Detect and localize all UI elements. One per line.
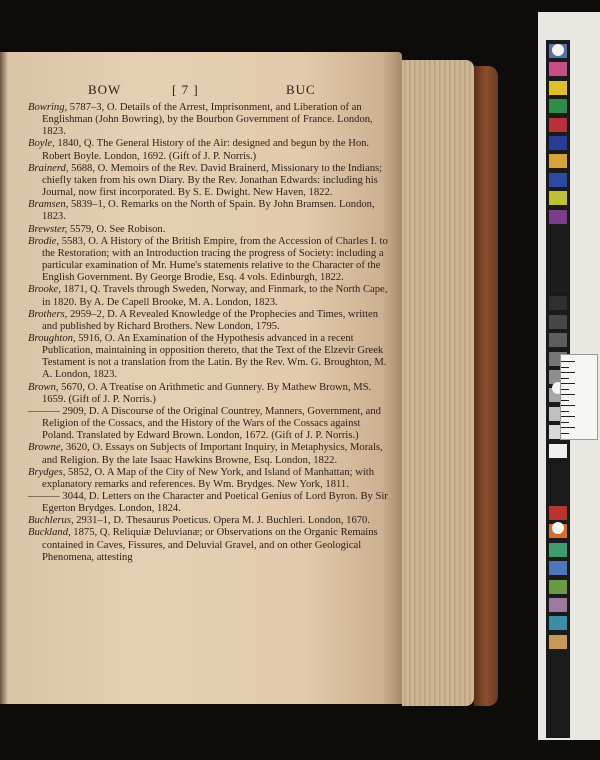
page-number: [ 7 ] xyxy=(172,82,199,97)
entry-text: 5852, O. A Map of the City of New York, and Island of Manhattan; with explanatory remarks and references. By Wm. Brydges. New York, 1811. xyxy=(42,466,375,490)
entry-name: Buckland, xyxy=(28,527,71,539)
catalog-entry xyxy=(28,284,388,308)
catalog-entry xyxy=(28,382,388,406)
catalog-entry xyxy=(28,102,388,138)
ruler-tick xyxy=(561,394,575,395)
color-swatch xyxy=(549,210,567,224)
entry-name: Brown, xyxy=(28,381,59,393)
catalog-entry xyxy=(28,236,388,285)
ruler-tick xyxy=(561,422,569,423)
color-swatch xyxy=(549,315,567,329)
color-swatch xyxy=(549,173,567,187)
entry-text: 1840, Q. The General History of the Air: designed and begun by the Hon. Robert Boyle. London, 1692. (Gift of J. P. Norris.) xyxy=(42,138,370,162)
ruler-tick xyxy=(561,389,569,390)
ruler-tick xyxy=(561,378,569,379)
ruler-tick xyxy=(561,433,569,434)
catalog-entry xyxy=(28,163,388,199)
color-swatch xyxy=(549,99,567,113)
entry-name: Bramsen, xyxy=(28,199,69,211)
gutter-shadow xyxy=(0,52,8,704)
catalog-entry xyxy=(28,515,388,527)
ruler-tick xyxy=(561,367,569,368)
color-swatch xyxy=(549,616,567,630)
color-swatch xyxy=(549,543,567,557)
color-swatch xyxy=(549,154,567,168)
entry-name: Browne, xyxy=(28,442,64,454)
entry-text: 2931–1, D. Thesaurus Poeticus. Opera M. J. Buchleri. London, 1670. xyxy=(73,515,371,527)
color-calibration-card xyxy=(538,12,600,740)
ruler-tick xyxy=(561,405,575,406)
color-swatch xyxy=(549,118,567,132)
entry-name: Brewster, xyxy=(28,223,68,235)
entry-name: Broughton, xyxy=(28,332,76,344)
ruler-tick xyxy=(561,361,575,362)
entry-name: Brooke, xyxy=(28,284,61,296)
ruler-tick xyxy=(561,427,575,428)
scale-ruler xyxy=(560,354,598,440)
ruler-tick xyxy=(561,416,575,417)
catalog-entry xyxy=(28,333,388,382)
entry-name: Brothers, xyxy=(28,308,68,320)
entry-text: 5579, O. See Robison. xyxy=(67,223,166,235)
color-swatch xyxy=(549,333,567,347)
entry-text: 3620, O. Essays on Subjects of Important Inquiry, in Metaphysics, Morals, and Religion. By the late Isaac Hawkins Browne, Esq. London, 1822. xyxy=(42,442,383,466)
book-cover xyxy=(474,66,498,706)
catalog-entry xyxy=(28,442,388,466)
book-page xyxy=(0,52,402,704)
color-swatch xyxy=(549,635,567,649)
entry-text: 5787–3, O. Details of the Arrest, Imprisonment, and Liberation of an Englishman (John Bowring), by the Bourbon Government of France. London, 1823. xyxy=(42,102,373,138)
entry-name: Brodie, xyxy=(28,235,60,247)
running-head-left: BOW xyxy=(88,82,122,97)
color-swatch xyxy=(549,598,567,612)
entry-text: 1871, Q. Travels through Sweden, Norway, and Finmark, to the North Cape, in 1820. By A. De Capell Brooke, M. A. London, 1823. xyxy=(42,284,388,308)
color-swatch xyxy=(549,506,567,520)
entry-text: 5688, O. Memoirs of the Rev. David Brainerd, Missionary to the Indians; chiefly taken from his own Diary. By the Rev. Jonathan Edwards: including his Journal, now first incorporated. By S. E. Dwight. New Haven, 1822. xyxy=(42,162,383,199)
catalog-entry xyxy=(28,491,388,515)
entry-name: Boyle, xyxy=(28,138,55,150)
catalog-entry xyxy=(28,467,388,491)
color-swatch xyxy=(549,136,567,150)
entry-name: Brydges, xyxy=(28,466,66,478)
entry-name: Buchlerus, xyxy=(28,515,74,527)
registration-dot xyxy=(552,44,564,56)
entry-name: Brainerd, xyxy=(28,162,69,174)
entry-text: 5839–1, O. Remarks on the North of Spain. By John Bramsen. London, 1823. xyxy=(42,199,375,223)
catalog-entry xyxy=(28,224,388,236)
entry-text: 5916, O. An Examination of the Hypothesis advanced in a recent Publication, maintaining in opposition thereto, that the Text of the Elzevir Greek Testament is not a translation from the Latin. By the Rev. Wm. G. Broughton, M. A. London, 1823. xyxy=(42,332,387,381)
color-swatch xyxy=(549,296,567,310)
entry-text: 3044, D. Letters on the Character and Poetical Genius of Lord Byron. By Sir Egerton Brydges. London, 1824. xyxy=(42,491,388,515)
entry-text: 2909, D. A Discourse of the Original Countrey, Manners, Government, and Religion of the Cossacs, and the History of the Wars of the Cossacs against Poland. Translated by Edward Brown. London, 1672. (Gift of J. P. Norris.) xyxy=(42,405,381,442)
entry-text: 5583, O. A History of the British Empire, from the Accession of Charles I. to the Restoration; with an Introduction tracing the progress of Society: including a particular examination of Mr. Hume's statements relative to the Character of the English Government. By George Brodie, Esq. 4 vols. Edinburgh, 1822. xyxy=(42,235,388,284)
ruler-tick xyxy=(561,400,569,401)
page-edges xyxy=(402,60,474,706)
color-swatch xyxy=(549,561,567,575)
color-swatch xyxy=(549,62,567,76)
color-swatch xyxy=(549,191,567,205)
catalog-entries xyxy=(28,102,388,564)
entry-name: ——— xyxy=(28,405,60,417)
catalog-entry xyxy=(28,527,388,563)
ruler-tick xyxy=(561,411,569,412)
catalog-entry xyxy=(28,138,388,162)
entry-name: ——— xyxy=(28,491,60,502)
entry-text: 1875, Q. Reliquiæ Deluvianæ; or Observations on the Organic Remains contained in Caves, Fissures, and Deluvial Gravel, and on other Geological Phenomena, attesting xyxy=(42,527,378,563)
catalog-entry xyxy=(28,199,388,223)
catalog-entry xyxy=(28,406,388,442)
entry-text: 5670, O. A Treatise on Arithmetic and Gunnery. By Mathew Brown, MS. 1659. (Gift of J. P. Norris.) xyxy=(42,381,372,405)
ruler-tick xyxy=(561,372,575,373)
color-swatch xyxy=(549,580,567,594)
ruler-tick xyxy=(561,383,575,384)
registration-dot xyxy=(552,522,564,534)
catalog-entry xyxy=(28,309,388,333)
entry-name: Bowring, xyxy=(28,102,68,113)
entry-text: 2959–2, D. A Revealed Knowledge of the Prophecies and Times, written and published by Richard Brothers. New London, 1795. xyxy=(42,308,379,332)
book xyxy=(0,52,500,704)
running-head-right: BUC xyxy=(286,82,316,97)
color-swatch xyxy=(549,81,567,95)
color-swatch xyxy=(549,278,567,292)
color-swatch xyxy=(549,444,567,458)
